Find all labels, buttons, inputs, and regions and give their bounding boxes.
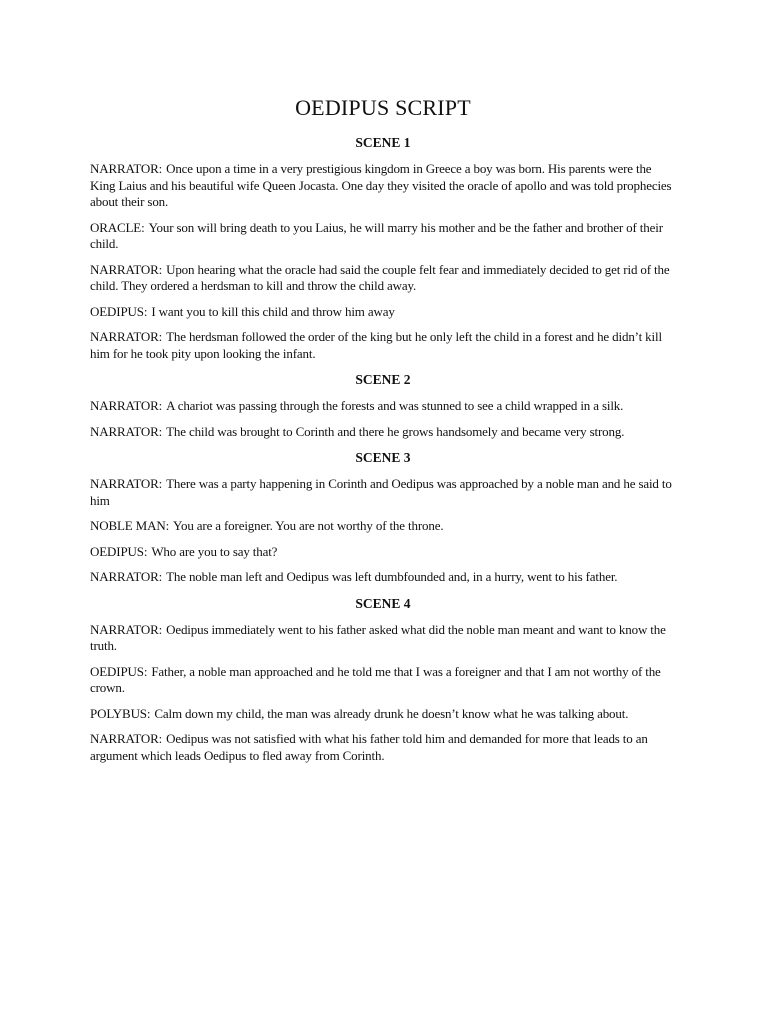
dialogue-text: A chariot was passing through the forests and was stunned to see a child wrapped in a silk. — [166, 398, 624, 413]
dialogue-text: The herdsman followed the order of the king but he only left the child in a forest and he didn’t kill him for he took pity upon looking the infant. — [90, 329, 662, 361]
dialogue-line — [90, 161, 676, 211]
speaker-name: NARRATOR: — [90, 329, 163, 344]
speaker-name: ORACLE: — [90, 219, 145, 235]
speaker-name: NARRATOR: — [90, 161, 163, 176]
dialogue-line — [90, 329, 676, 362]
dialogue-text: You are a foreigner. You are not worthy of the throne. — [173, 518, 444, 533]
speaker-name: NARRATOR: — [90, 423, 163, 439]
scene-1 — [90, 134, 676, 362]
speaker-name: OEDIPUS: — [90, 303, 148, 319]
dialogue-line — [90, 706, 676, 723]
dialogue-line — [90, 304, 676, 321]
dialogue-text: I want you to kill this child and throw him away — [151, 303, 395, 319]
script-page — [90, 94, 676, 773]
scene-3 — [90, 449, 676, 586]
dialogue-text: Upon hearing what the oracle had said the couple felt fear and immediately decided to get rid of the child. They ordered a herdsman to kill and throw the child away. — [90, 261, 670, 293]
speaker-name: NARRATOR: — [90, 731, 163, 746]
speaker-name: OEDIPUS: — [90, 663, 148, 679]
scene-heading: SCENE 4 — [355, 595, 411, 611]
dialogue-text: Your son will bring death to you Laius, he will marry his mother and be the father and brother of their child. — [90, 219, 663, 251]
dialogue-text: Once upon a time in a very prestigious kingdom in Greece a boy was born. His parents were the King Laius and his beautiful wife Queen Jocasta. One day they visited the oracle of apollo and was told prophecies about their son. — [90, 161, 672, 209]
speaker-name: NOBLE MAN: — [90, 518, 170, 533]
dialogue-text: The noble man left and Oedipus was left dumbfounded and, in a hurry, went to his father. — [166, 569, 618, 584]
speaker-name: NARRATOR: — [90, 261, 163, 277]
dialogue-line — [90, 544, 676, 561]
scene-heading: SCENE 1 — [355, 135, 411, 150]
scene-2 — [90, 371, 676, 440]
speaker-name: NARRATOR: — [90, 398, 163, 413]
dialogue-line — [90, 622, 676, 655]
dialogue-text: Father, a noble man approached and he told me that I was a foreigner and that I am not worthy of the crown. — [90, 663, 661, 695]
dialogue-text: Oedipus was not satisfied with what his father told him and demanded for more that leads to an argument which leads Oedipus to fled away from Corinth. — [90, 731, 648, 763]
scene-heading: SCENE 3 — [355, 450, 411, 465]
dialogue-line — [90, 569, 676, 586]
speaker-name: POLYBUS: — [90, 705, 151, 721]
dialogue-text: The child was brought to Corinth and there he grows handsomely and became very strong. — [166, 423, 625, 439]
dialogue-line — [90, 262, 676, 295]
scene-4 — [90, 595, 676, 765]
dialogue-line — [90, 518, 676, 535]
dialogue-text: Who are you to say that? — [151, 543, 278, 559]
speaker-name: NARRATOR: — [90, 569, 163, 584]
dialogue-line — [90, 731, 676, 764]
dialogue-text: There was a party happening in Corinth and Oedipus was approached by a noble man and he said to him — [90, 476, 672, 508]
scene-heading: SCENE 2 — [355, 372, 411, 387]
speaker-name: NARRATOR: — [90, 621, 163, 637]
dialogue-line — [90, 664, 676, 697]
dialogue-line — [90, 476, 676, 509]
dialogue-text: Calm down my child, the man was already drunk he doesn’t know what he was talking about. — [154, 705, 629, 721]
dialogue-line — [90, 398, 676, 415]
speaker-name: OEDIPUS: — [90, 543, 148, 559]
document-title: OEDIPUS SCRIPT — [295, 95, 471, 120]
dialogue-text: Oedipus immediately went to his father asked what did the noble man meant and want to know the truth. — [90, 621, 666, 653]
dialogue-line — [90, 424, 676, 441]
speaker-name: NARRATOR: — [90, 476, 163, 491]
dialogue-line — [90, 220, 676, 253]
